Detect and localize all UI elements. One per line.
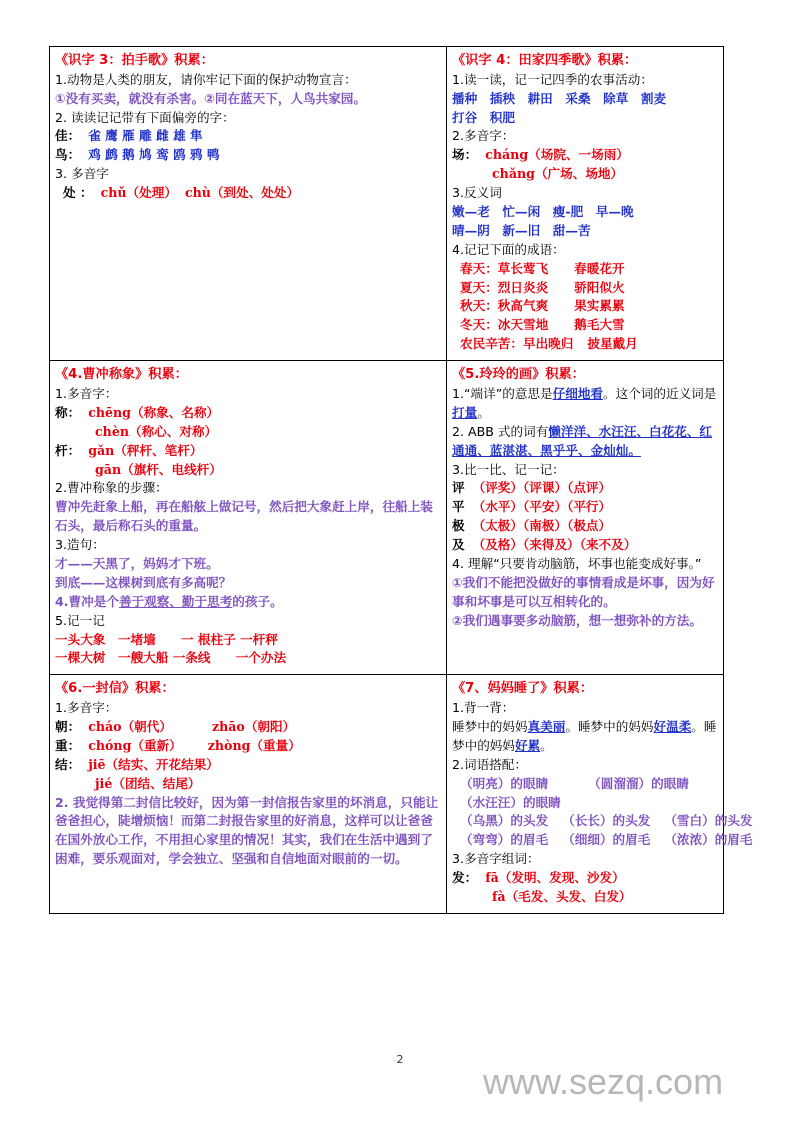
radical-label-niao: 鸟：: [55, 147, 81, 163]
line-9: 4.记记下面的成语：: [452, 241, 565, 257]
polyphone-reading-a: chǔ（处理）: [100, 185, 177, 201]
collocation-brow-2: （细细）的眉毛: [562, 832, 651, 848]
line-3: 3.比一比、记一记：: [452, 461, 565, 477]
recite-underline-2: 好温柔: [653, 719, 692, 734]
compare-words: （及格）（来得及）（来不及）: [472, 537, 637, 553]
cell-shizi4: [447, 47, 724, 361]
line-10: 5.记一记: [55, 612, 105, 628]
cell-yifengxin: [50, 675, 447, 914]
farm-activities-2: 打谷 积肥: [452, 109, 515, 125]
line-6: 3.反义词: [452, 185, 502, 201]
cell-title: 《识字 4：田家四季歌》积累：: [452, 53, 638, 68]
measure-words-1: 一头大象 一堵墙 一 根柱子 一杆秤: [55, 631, 278, 647]
polyphone-char-cheng: 称：: [55, 404, 81, 420]
explanation-1: ①我们不能把没做好的事情看成是坏事，因为好事和坏事是可以互相转化的。: [452, 574, 715, 609]
line-3: 2. 读读记记带有下面偏旁的字：: [55, 109, 235, 125]
idiom-season: 春天：: [460, 260, 498, 276]
collocation-brow-3: （浓浓）的眉毛: [664, 832, 753, 848]
polyphone-reading-b: jié（团结、结尾）: [95, 775, 201, 791]
line-4: 2.曹冲称象的步骤：: [55, 480, 168, 496]
collocation-brow-1: （弯弯）的眉毛: [460, 832, 549, 848]
steps-paragraph: 曹冲先赶象上船，再在船舷上做记号，然后把大象赶上岸，往船上装石头，最后称石头的重量。: [55, 499, 433, 534]
idiom-b: 果实累累: [574, 298, 625, 314]
line-6: 3. 多音字: [55, 166, 109, 182]
idiom-b: 骄阳似火: [574, 279, 625, 295]
page-number: 2: [396, 1053, 404, 1066]
table-row: [50, 47, 724, 361]
polyphone-reading-a: chóng（重新）: [88, 737, 182, 753]
line-1: 1.多音字：: [55, 700, 118, 716]
collocation-hair-3: （雪白）的头发: [664, 813, 753, 829]
polyphone-reading-a: fā（发明、发现、沙发）: [485, 870, 625, 886]
line-2: ①没有买卖，就没有杀害。②同在蓝天下，人鸟共家园。: [55, 90, 366, 106]
antonyms-1: 嫩—老 忙—闲 瘦-肥 早—晚: [452, 204, 634, 220]
idiom-season: 农民辛苦：: [460, 336, 523, 352]
idiom-season: 夏天：: [460, 279, 498, 295]
line-4: 4. 理解“只要肯动脑筋，坏事也能变成好事。”: [452, 555, 702, 571]
idiom-a: 秋高气爽: [497, 298, 549, 314]
measure-words-2: 一棵大树 一艘大船 一条线 一个办法: [55, 650, 287, 666]
recite-a: 睡梦中的妈妈: [452, 719, 528, 734]
sentence-1: 才——天黑了，妈妈才下班。: [55, 555, 219, 571]
idiom-a: 烈日炎炎: [497, 279, 549, 295]
polyphone-char-chu: 处 ：: [63, 185, 93, 201]
collocation-eye-2: （圆溜溜）的眼睛: [588, 775, 689, 791]
cell-mama: [447, 675, 753, 914]
line-1-underline-2: 打量: [452, 404, 478, 420]
idiom-a: 草长莺飞: [497, 260, 549, 276]
collocation-eye-1: （明亮）的眼睛: [460, 775, 549, 791]
polyphone-char-chang: 场：: [452, 147, 478, 163]
polyphone-char-fa: 发：: [452, 870, 478, 886]
cell-title: 《7、妈妈睡了》积累：: [452, 681, 594, 697]
polyphone-reading-a: cháng（场院、一场雨）: [485, 147, 629, 163]
polyphone-char-zhao: 朝：: [55, 719, 81, 734]
line-1-underline-1: 仔细地看: [552, 385, 604, 401]
line-9-pre: 4.曹冲是个: [55, 593, 119, 609]
idiom-b: 鹅毛大雪: [574, 317, 625, 333]
line-9-post: 的孩子。: [232, 593, 283, 609]
collocation-hair-2: （长长）的头发: [562, 813, 651, 829]
polyphone-char-chong: 重：: [55, 737, 81, 753]
polyphone-reading-b: chǎng（广场、场地）: [492, 166, 624, 182]
collocation-eye-3: （水汪汪）的眼睛: [460, 794, 561, 810]
recite-underline-3: 好累: [514, 737, 541, 753]
idiom-a: 冰天雪地: [497, 317, 549, 333]
cell-caochong: [50, 361, 447, 675]
polyphone-reading-a: jiē（结实、开花结果）: [88, 756, 219, 772]
line-9-underlined: 善于观察、勤于思考: [118, 593, 233, 609]
polyphone-char-jie: 结：: [55, 756, 81, 772]
site-watermark: www.sezq.com: [483, 1061, 724, 1102]
study-notes-table: [49, 46, 753, 914]
cell-lingling: [447, 361, 724, 675]
polyphone-reading-b: zhòng（重量）: [207, 737, 301, 753]
line-1: 1.读一读，记一记四季的农事活动：: [452, 71, 653, 87]
idiom-season: 冬天：: [460, 317, 498, 333]
radical-chars-niao: 鸡 鹧 鹅 鸠 鸾 鸥 鸦 鸭: [88, 147, 220, 163]
line-1-a: 1.“端详”的意思是: [452, 385, 553, 401]
table-row: [50, 675, 724, 914]
compare-words: （水平）（平安）（平行）: [472, 499, 612, 515]
cell-title: 《5.玲玲的画》积累：: [452, 367, 585, 383]
polyphone-reading-b: chèn（称心、对称）: [95, 423, 218, 439]
explanation-2: ②我们遇事要多动脑筋，想一想弥补的方法。: [452, 612, 702, 628]
polyphone-reading-b: fà（毛发、头发、白发）: [492, 889, 632, 905]
recite-d: 。: [540, 737, 553, 753]
sentence-2: 到底——这棵树到底有多高呢？: [55, 574, 232, 590]
compare-char: 评: [452, 480, 465, 496]
cell-shizi3: [50, 47, 447, 361]
line-1: 1.动物是人类的朋友，请你牢记下面的保护动物宣言：: [55, 71, 357, 87]
polyphone-reading-b: gān（旗杆、电线杆）: [95, 461, 222, 477]
line-1-c: 。: [477, 404, 490, 420]
antonyms-2: 晴—阴 新—旧 甜—苦: [452, 222, 591, 238]
recite-b: 。睡梦中的妈妈: [565, 719, 654, 734]
recite-underline-1: 真美丽: [527, 719, 566, 734]
compare-char: 及: [452, 537, 465, 553]
radical-chars-jia: 雀 鹰 雁 雕 雌 雄 隼: [88, 128, 203, 144]
recite-c: 。睡梦中的妈妈: [452, 719, 717, 753]
compare-char: 极: [452, 518, 465, 534]
cell-title: 《6.一封信》积累：: [55, 681, 175, 697]
line-4: 3.多音字组词：: [452, 851, 540, 867]
polyphone-reading-a: cháo（朝代）: [88, 719, 172, 734]
opinion-paragraph: 2. 我觉得第二封信比较好，因为第一封信报告家里的坏消息，只能让爸爸担心，陡增烦恼！而第二封报告家里的好消息，这样可以让爸爸在国外放心工作，不用担心家里的情况！其实，我们在生活中遇到了困难，要乐观面对，学会独立、坚强和自信地面对眼前的一切。: [55, 794, 439, 867]
line-2-a: 2. ABB 式的词有: [452, 423, 549, 439]
polyphone-reading-b: zhāo（朝阳）: [211, 719, 296, 734]
line-1-b: 。这个词的近义词是: [603, 385, 717, 401]
cell-title: 《4.曹冲称象》积累：: [55, 367, 188, 383]
farm-activities-1: 播种 插秧 耕田 采桑 除草 割麦: [452, 90, 667, 106]
idiom-b: 披星戴月: [587, 336, 638, 352]
line-1: 1.背一背：: [452, 700, 515, 716]
compare-char: 平: [452, 499, 465, 515]
idiom-season: 秋天：: [460, 298, 498, 314]
abb-words: 懒洋洋、水汪汪、白花花、红通通、蓝湛湛、黑乎乎、金灿灿。: [452, 423, 713, 458]
polyphone-reading-a: gǎn（秤杆、笔杆）: [88, 442, 203, 458]
compare-words: （评奖）（评课）（点评）: [472, 480, 612, 496]
line-4: 2.多音字：: [452, 128, 515, 144]
idiom-a: 早出晚归: [522, 336, 574, 352]
polyphone-reading-b: chù（到处、处处）: [184, 185, 300, 201]
idiom-b: 春暖花开: [574, 260, 625, 276]
line-1: 1.多音字：: [55, 385, 118, 401]
table-row: [50, 361, 724, 675]
line-3: 2.词语搭配：: [452, 756, 527, 772]
line-6: 3.造句：: [55, 537, 105, 553]
compare-words: （太极）（南极）（极点）: [472, 518, 612, 534]
polyphone-reading-a: chēng（称象、名称）: [88, 404, 220, 420]
polyphone-char-gan: 杆：: [55, 442, 81, 458]
collocation-hair-1: （乌黑）的头发: [460, 813, 549, 829]
radical-label-jia: 佳：: [55, 128, 81, 144]
cell-title: 《识字 3：拍手歌》积累：: [55, 53, 214, 68]
